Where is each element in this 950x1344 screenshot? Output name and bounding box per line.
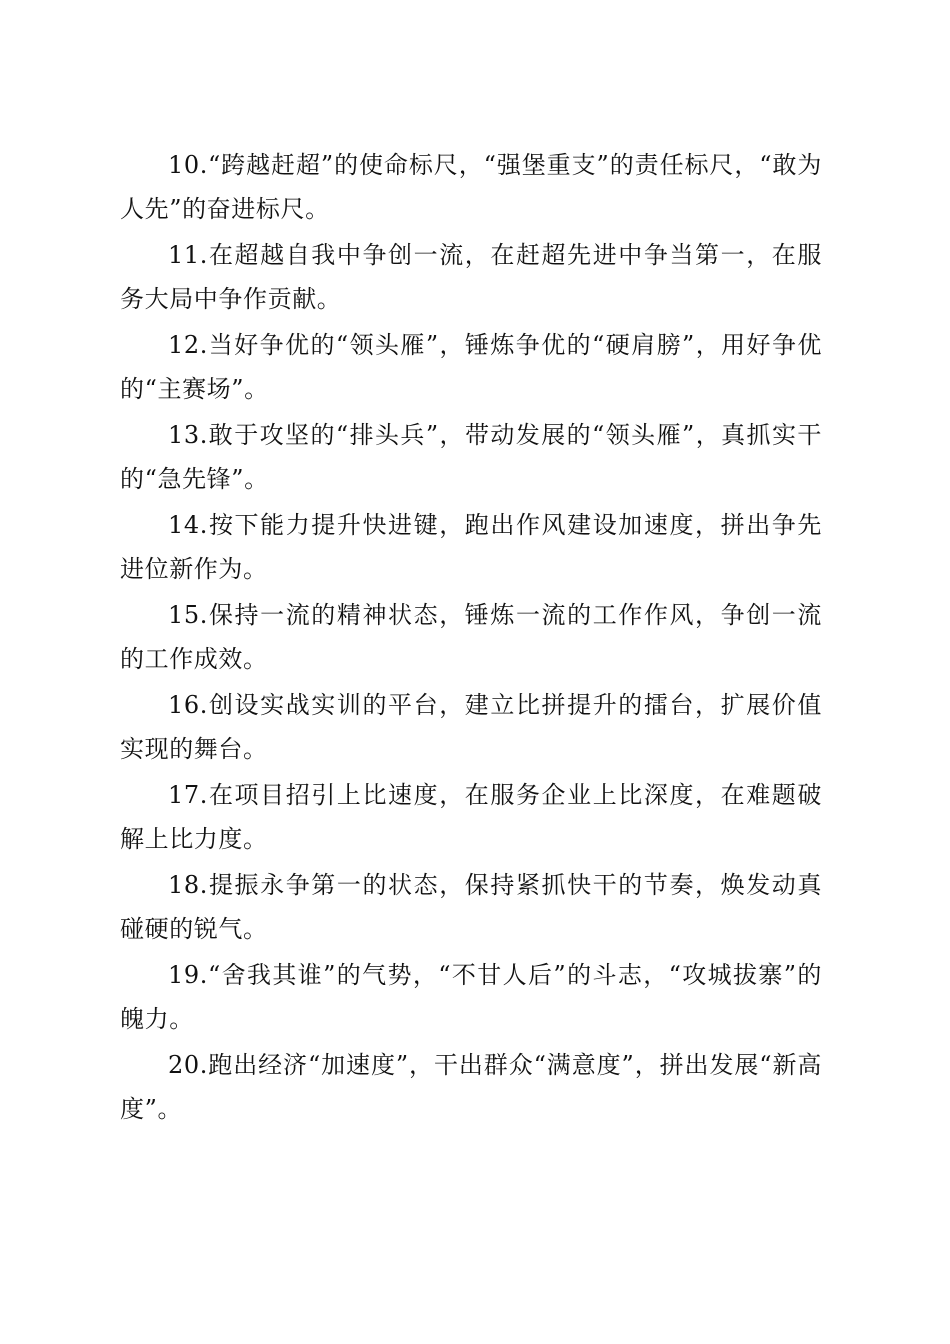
list-item: 20.跑出经济“加速度”，干出群众“满意度”，拼出发展“新高度”。 [120, 1051, 822, 1123]
list-item: 12.当好争优的“领头雁”，锤炼争优的“硬肩膀”，用好争优的“主赛场”。 [120, 331, 822, 403]
list-item: 10.“跨越赶超”的使命标尺，“强堡重支”的责任标尺，“敢为人先”的奋进标尺。 [120, 151, 822, 223]
list-item: 17.在项目招引上比速度，在服务企业上比深度，在难题破解上比力度。 [120, 781, 822, 853]
document-body [120, 143, 822, 1133]
list-item: 18.提振永争第一的状态，保持紧抓快干的节奏，焕发动真碰硬的锐气。 [120, 871, 822, 943]
list-item: 16.创设实战实训的平台，建立比拼提升的擂台，扩展价值实现的舞台。 [120, 691, 822, 763]
list-item: 15.保持一流的精神状态，锤炼一流的工作作风，争创一流的工作成效。 [120, 601, 822, 673]
list-item: 14.按下能力提升快进键，跑出作风建设加速度，拼出争先进位新作为。 [120, 511, 822, 583]
list-item: 11.在超越自我中争创一流，在赶超先进中争当第一，在服务大局中争作贡献。 [120, 241, 822, 313]
list-item: 13.敢于攻坚的“排头兵”，带动发展的“领头雁”，真抓实干的“急先锋”。 [120, 421, 822, 493]
list-item: 19.“舍我其谁”的气势，“不甘人后”的斗志，“攻城拔寨”的魄力。 [120, 961, 822, 1033]
